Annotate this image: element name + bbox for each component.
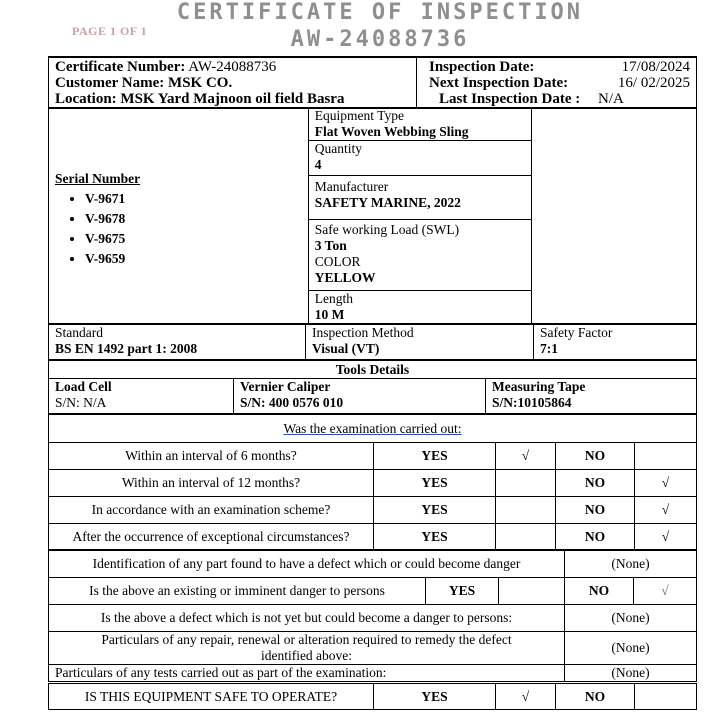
table-row [49, 470, 697, 497]
swl-label: Safe working Load (SWL) [314, 222, 460, 237]
list-item: • V-9675 [85, 231, 302, 247]
location-value: MSK Yard Majnoon oil field Basra [120, 91, 345, 107]
exam-no-mark: √ [635, 470, 697, 497]
list-item: • V-9678 [85, 211, 302, 227]
tools-title: Tools Details [49, 361, 697, 379]
last-inspection-value: N/A [598, 91, 624, 107]
next-inspection-label: Next Inspection Date: [429, 75, 569, 91]
standard-cell [49, 325, 306, 360]
factor-value: 7:1 [540, 341, 558, 356]
standard-value: BS EN 1492 part 1: 2008 [55, 341, 198, 356]
cert-number-value: AW-24088736 [188, 59, 277, 75]
tests-answer: (None) [565, 665, 697, 682]
exam-row-question: After the occurrence of exceptional circumstances? [49, 524, 374, 551]
equipment-type-cell [308, 108, 531, 141]
exam-yes-mark [496, 497, 556, 524]
tool-sn: S/N:10105864 [492, 395, 572, 410]
exam-row-question: In accordance with an examination scheme? [49, 497, 374, 524]
swl-value: 3 Ton [314, 238, 347, 253]
swl-cell [308, 220, 531, 291]
location-label: Location: [55, 91, 117, 107]
exam-row-question: Within an interval of 6 months? [49, 443, 374, 470]
quantity-value: 4 [314, 157, 322, 172]
table-row [49, 524, 697, 551]
danger-yes-mark [499, 578, 565, 605]
equipment-type-label: Equipment Type [314, 108, 404, 123]
safe-no-mark [635, 684, 697, 710]
exam-yes: YES [374, 443, 496, 470]
inspection-date-label: Inspection Date: [429, 59, 535, 75]
safe-question: IS THIS EQUIPMENT SAFE TO OPERATE? [49, 684, 374, 710]
customer-label: Customer Name: [55, 75, 165, 91]
exam-question [49, 415, 697, 443]
list-item: • V-9659 [85, 251, 302, 267]
tool-measuring-tape [486, 379, 697, 414]
standard-label: Standard [55, 325, 103, 340]
exam-no: NO [556, 470, 635, 497]
header-table [48, 56, 697, 109]
header-right [417, 57, 697, 109]
tool-vernier-caliper [234, 379, 486, 414]
serial-cell [49, 108, 309, 324]
exam-yes: YES [374, 497, 496, 524]
exam-yes: YES [374, 470, 496, 497]
exam-table [48, 414, 697, 551]
length-cell [308, 291, 531, 324]
length-label: Length [314, 291, 354, 306]
cert-number-label: Certificate Number: [55, 59, 186, 75]
length-value: 10 M [314, 307, 345, 322]
manufacturer-cell [308, 176, 531, 220]
color-value: YELLOW [314, 270, 376, 285]
exam-no-mark: √ [635, 524, 697, 551]
repair-answer: (None) [565, 632, 697, 665]
equipment-table [48, 107, 697, 324]
quantity-label: Quantity [314, 141, 363, 156]
method-label: Inspection Method [312, 325, 414, 340]
exam-question-text: Was the examination carried out: [283, 420, 462, 436]
safe-yes-mark: √ [496, 684, 556, 710]
exam-yes-mark [496, 524, 556, 551]
danger-yes: YES [426, 578, 499, 605]
quantity-cell [308, 141, 531, 176]
exam-no: NO [556, 443, 635, 470]
defect-question: Identification of any part found to have a defect which or could become danger [49, 550, 565, 578]
danger-question: Is the above an existing or imminent danger to persons [49, 578, 426, 605]
future-danger-answer: (None) [565, 605, 697, 632]
danger-no: NO [565, 578, 634, 605]
manufacturer-label: Manufacturer [314, 179, 389, 194]
exam-no: NO [556, 497, 635, 524]
safe-table [48, 683, 697, 710]
exam-yes-mark: √ [496, 443, 556, 470]
certificate-title: CERTIFICATE OF INSPECTION [176, 0, 584, 25]
factor-label: Safety Factor [540, 325, 613, 340]
tool-sn: S/N: 400 0576 010 [240, 395, 344, 410]
defect-answer: (None) [565, 550, 697, 578]
inspection-date-value: 17/08/2024 [621, 59, 690, 75]
color-label: COLOR [314, 254, 361, 269]
page-label: PAGE 1 OF 1 [72, 24, 148, 38]
method-value: Visual (VT) [312, 341, 380, 356]
future-danger-question: Is the above a defect which is not yet but could become a danger to persons: [49, 605, 565, 632]
header-left [49, 57, 417, 109]
exam-yes-mark [496, 470, 556, 497]
danger-no-mark: √ [634, 578, 697, 605]
tool-sn: S/N: N/A [55, 395, 107, 410]
exam-row-question: Within an interval of 12 months? [49, 470, 374, 497]
tool-name: Measuring Tape [492, 379, 586, 394]
factor-cell [534, 325, 697, 360]
tool-name: Load Cell [55, 379, 112, 394]
safe-yes: YES [374, 684, 496, 710]
exam-no: NO [556, 524, 635, 551]
safe-no: NO [556, 684, 635, 710]
manufacturer-value: SAFETY MARINE, 2022 [314, 195, 461, 210]
exam-yes: YES [374, 524, 496, 551]
blank-cell [532, 108, 697, 324]
next-inspection-value: 16/ 02/2025 [617, 75, 690, 91]
method-cell [306, 325, 534, 360]
tool-name: Vernier Caliper [240, 379, 331, 394]
exam-no-mark: √ [635, 497, 697, 524]
customer-value: MSK CO. [168, 75, 233, 91]
table-row [49, 443, 697, 470]
tests-question: Particulars of any tests carried out as part of the examination: [49, 665, 565, 682]
exam-no-mark [635, 443, 697, 470]
serial-label: Serial Number [55, 170, 141, 186]
repair-question: Particulars of any repair, renewal or alteration required to remedy the defect identified above: [49, 632, 565, 665]
equipment-type-value: Flat Woven Webbing Sling [314, 124, 469, 139]
serial-list [55, 191, 302, 267]
tool-load-cell [49, 379, 234, 414]
certificate-number-title: AW-24088736 [290, 27, 470, 52]
findings-table [48, 549, 697, 682]
standard-table [48, 324, 697, 360]
tools-table [48, 360, 697, 414]
list-item: • V-9671 [85, 191, 302, 207]
last-inspection-label: Last Inspection Date : [439, 91, 581, 107]
table-row [49, 497, 697, 524]
